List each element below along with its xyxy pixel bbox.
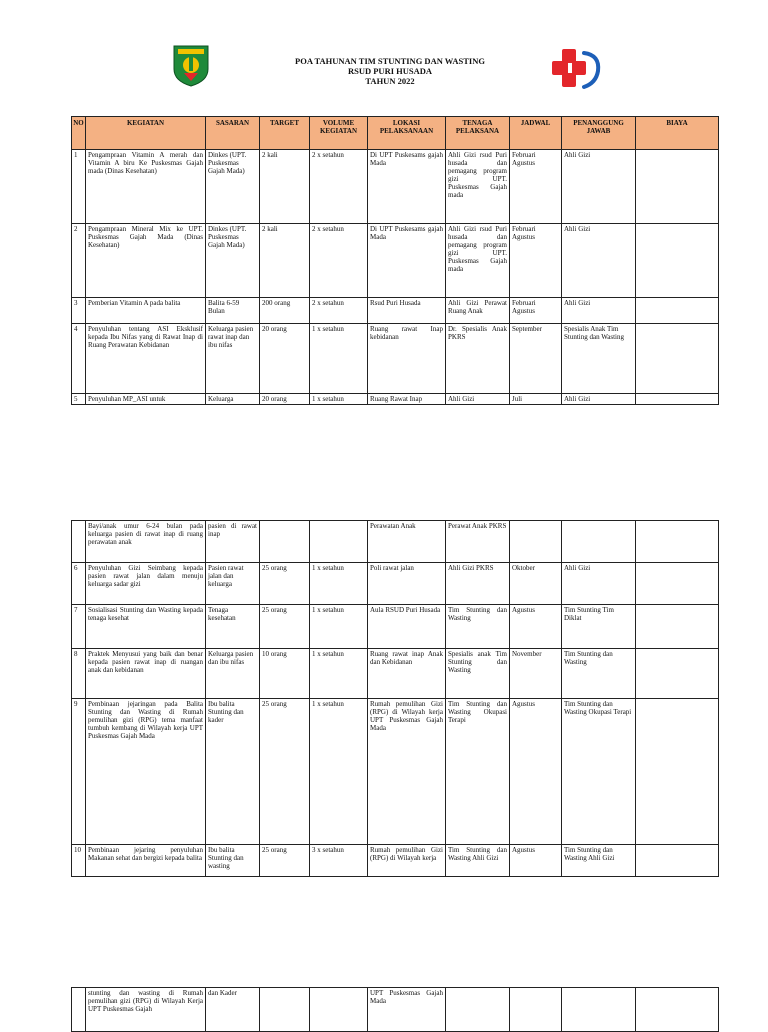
- cell-jadwal: Oktober: [510, 563, 562, 605]
- col-header-jadwal: JADWAL: [510, 117, 562, 150]
- regional-emblem-logo: [172, 43, 210, 87]
- cell-jadwal: September: [510, 324, 562, 394]
- cell-sasaran: Keluarga: [206, 394, 260, 405]
- cell-kegiatan: Penyuluhan tentang ASI Eksklusif kepada Ibu Nifas yang di Rawat Inap di Ruang Perawatan Kebidanan: [86, 324, 206, 394]
- poa-table-page-1: [71, 116, 719, 405]
- cell-pj: Ahli Gizi: [562, 563, 636, 605]
- cell-jadwal: Agustus: [510, 845, 562, 877]
- col-header-pj: PENANGGUNG JAWAB: [562, 117, 636, 150]
- cell-tenaga: Tim Stunting dan Wasting Ahli Gizi: [446, 845, 510, 877]
- title-line-3: TAHUN 2022: [365, 76, 415, 86]
- cell-no: [72, 521, 86, 563]
- cell-biaya: [636, 394, 719, 405]
- cell-tenaga: Dr. Spesialis Anak PKRS: [446, 324, 510, 394]
- cell-kegiatan: Pengampraan Mineral Mix ke UPT. Puskesmas Gajah Mada (Dinas Kesehatan): [86, 224, 206, 298]
- cell-volume: 1 x setahun: [310, 699, 368, 845]
- cell-no: 9: [72, 699, 86, 845]
- cell-target: 20 orang: [260, 394, 310, 405]
- cell-target: 2 kali: [260, 150, 310, 224]
- cell-kegiatan: Sosialisasi Stunting dan Wasting kepada tenaga kesehat: [86, 605, 206, 649]
- cell-biaya: [636, 324, 719, 394]
- cell-jadwal: Februari Agustus: [510, 224, 562, 298]
- cell-target: 200 orang: [260, 298, 310, 324]
- cell-volume: 1 x setahun: [310, 605, 368, 649]
- cell-jadwal: [510, 988, 562, 1032]
- cell-biaya: [636, 845, 719, 877]
- table-row: [72, 988, 719, 1032]
- cell-no: 4: [72, 324, 86, 394]
- cell-kegiatan: Bayi/anak umur 6-24 bulan pada keluarga pasien di rawat inap di ruang perawatan anak: [86, 521, 206, 563]
- table-row: [72, 324, 719, 394]
- cell-target: 25 orang: [260, 699, 310, 845]
- cell-tenaga: Ahli Gizi rsud Puri husada dan pemagang program gizi UPT. Puskesmas Gajah mada: [446, 150, 510, 224]
- cell-target: [260, 521, 310, 563]
- cell-sasaran: Keluarga pasien dan ibu nifas: [206, 649, 260, 699]
- document-header: [0, 0, 768, 110]
- cell-jadwal: Agustus: [510, 699, 562, 845]
- cell-no: [72, 988, 86, 1032]
- cell-tenaga: Perawat Anak PKRS: [446, 521, 510, 563]
- cell-tenaga: [446, 988, 510, 1032]
- cell-target: [260, 988, 310, 1032]
- cell-biaya: [636, 699, 719, 845]
- cell-lokasi: Perawatan Anak: [368, 521, 446, 563]
- cell-sasaran: dan Kader: [206, 988, 260, 1032]
- cell-jadwal: Februari Agustus: [510, 150, 562, 224]
- cell-sasaran: Tenaga kesehatan: [206, 605, 260, 649]
- cell-tenaga: Ahli Gizi: [446, 394, 510, 405]
- cell-pj: Ahli Gizi: [562, 150, 636, 224]
- cell-sasaran: Pasien rawat jalan dan keluarga: [206, 563, 260, 605]
- cell-target: 2 kali: [260, 224, 310, 298]
- table-row: [72, 150, 719, 224]
- cell-no: 8: [72, 649, 86, 699]
- cell-sasaran: Ibu balita Stunting dan kader: [206, 699, 260, 845]
- cell-target: 25 orang: [260, 845, 310, 877]
- cell-tenaga: Ahli Gizi PKRS: [446, 563, 510, 605]
- cell-biaya: [636, 150, 719, 224]
- cell-jadwal: [510, 521, 562, 563]
- cell-kegiatan: Pembinaan jejaringan pada Balita Stunting dan Wasting di Rumah pemulihan gizi (RPG) tema manfaat tumbuh kembang di Wilayah kerja UPT Puskesmas Gajah Mada: [86, 699, 206, 845]
- col-header-target: TARGET: [260, 117, 310, 150]
- title-line-2: RSUD PURI HUSADA: [347, 66, 433, 76]
- cell-pj: Tim Stunting Tim Diklat: [562, 605, 636, 649]
- cell-volume: 3 x setahun: [310, 845, 368, 877]
- cell-jadwal: Juli: [510, 394, 562, 405]
- cell-jadwal: November: [510, 649, 562, 699]
- cell-pj: Tim Stunting dan Wasting Ahli Gizi: [562, 845, 636, 877]
- col-header-volume: VOLUME KEGIATAN: [310, 117, 368, 150]
- cell-kegiatan: Pemberian Vitamin A pada balita: [86, 298, 206, 324]
- cell-jadwal: Februari Agustus: [510, 298, 562, 324]
- cell-sasaran: Dinkes (UPT. Puskesmas Gajah Mada): [206, 150, 260, 224]
- cell-no: 10: [72, 845, 86, 877]
- poa-table-page-2: [71, 520, 719, 877]
- cell-sasaran: Ibu balita Stunting dan wasting: [206, 845, 260, 877]
- cell-lokasi: Rumah pemulihan Gizi (RPG) di Wilayah kerja UPT Puskesmas Gajah Mada: [368, 699, 446, 845]
- cell-no: 2: [72, 224, 86, 298]
- table-row: [72, 521, 719, 563]
- cell-tenaga: Tim Stunting dan Wasting Okupasi Terapi: [446, 699, 510, 845]
- cell-volume: 1 x setahun: [310, 324, 368, 394]
- table-row: [72, 649, 719, 699]
- table-row: [72, 605, 719, 649]
- cell-pj: Tim Stunting dan Wasting: [562, 649, 636, 699]
- table-row: [72, 224, 719, 298]
- cell-biaya: [636, 605, 719, 649]
- cell-tenaga: Ahli Gizi rsud Puri husada dan pemagang program gizi UPT. Puskesmas Gajah mada: [446, 224, 510, 298]
- cell-sasaran: Dinkes (UPT. Puskesmas Gajah Mada): [206, 224, 260, 298]
- cell-volume: 1 x setahun: [310, 563, 368, 605]
- col-header-kegiatan: KEGIATAN: [86, 117, 206, 150]
- cell-tenaga: Spesialis anak Tim Stunting dan Wasting: [446, 649, 510, 699]
- cell-pj: Ahli Gizi: [562, 224, 636, 298]
- cell-volume: [310, 988, 368, 1032]
- table-row: [72, 563, 719, 605]
- cell-lokasi: Di UPT Puskesams gajah Mada: [368, 150, 446, 224]
- cell-lokasi: UPT Puskesmas Gajah Mada: [368, 988, 446, 1032]
- col-header-biaya: BIAYA: [636, 117, 719, 150]
- cell-lokasi: Poli rawat jalan: [368, 563, 446, 605]
- cell-tenaga: Tim Stunting dan Wasting: [446, 605, 510, 649]
- poa-table-page-3: [71, 987, 719, 1032]
- cell-biaya: [636, 224, 719, 298]
- cell-kegiatan: Penyuluhan MP_ASI untuk: [86, 394, 206, 405]
- cell-target: 10 orang: [260, 649, 310, 699]
- cell-no: 7: [72, 605, 86, 649]
- cell-volume: 1 x setahun: [310, 394, 368, 405]
- cell-no: 1: [72, 150, 86, 224]
- col-header-lokasi: LOKASI PELAKSANAAN: [368, 117, 446, 150]
- cell-biaya: [636, 649, 719, 699]
- title-line-1: POA TAHUNAN TIM STUNTING DAN WASTING: [295, 56, 485, 66]
- cell-lokasi: Rumah pemulihan Gizi (RPG) di Wilayah kerja: [368, 845, 446, 877]
- cell-sasaran: pasien di rawat inap: [206, 521, 260, 563]
- cell-volume: 1 x setahun: [310, 649, 368, 699]
- cell-pj: Ahli Gizi: [562, 298, 636, 324]
- cell-biaya: [636, 563, 719, 605]
- cell-biaya: [636, 298, 719, 324]
- cell-volume: [310, 521, 368, 563]
- cell-biaya: [636, 521, 719, 563]
- cell-kegiatan: Pengampraan Vitamin A merah dan Vitamin A biru Ke Puskesmas Gajah mada (Dinas Kesehatan): [86, 150, 206, 224]
- cell-sasaran: Balita 6-59 Bulan: [206, 298, 260, 324]
- cell-biaya: [636, 988, 719, 1032]
- cell-kegiatan: Pembinaan jejaring penyuluhan Makanan sehat dan bergizi kepada balita: [86, 845, 206, 877]
- table-row: [72, 298, 719, 324]
- cell-lokasi: Ruang Rawat Inap: [368, 394, 446, 405]
- cell-no: 6: [72, 563, 86, 605]
- cell-tenaga: Ahli Gizi Perawat Ruang Anak: [446, 298, 510, 324]
- cell-kegiatan: Penyuluhan Gizi Seimbang kepada pasien rawat jalan dalam menuju keluarga sadar gizi: [86, 563, 206, 605]
- cell-jadwal: Agustus: [510, 605, 562, 649]
- cell-kegiatan: Praktek Menyusui yang baik dan benar kepada pasien rawat inap di ruangan anak dan kebidanan: [86, 649, 206, 699]
- cell-target: 20 orang: [260, 324, 310, 394]
- table-header-row: [72, 117, 719, 150]
- col-header-no: NO: [72, 117, 86, 150]
- cell-lokasi: Ruang rawat inap Anak dan Kebidanan: [368, 649, 446, 699]
- cell-lokasi: Di UPT Puskesams gajah Mada: [368, 224, 446, 298]
- cell-pj: Ahli Gizi: [562, 394, 636, 405]
- cell-pj: [562, 988, 636, 1032]
- cell-lokasi: Aula RSUD Puri Husada: [368, 605, 446, 649]
- cell-no: 3: [72, 298, 86, 324]
- cell-kegiatan: stunting dan wasting di Rumah pemulihan gizi (RPG) di Wilayah Kerja UPT Puskesmas Gajah: [86, 988, 206, 1032]
- cell-target: 25 orang: [260, 563, 310, 605]
- cell-lokasi: Ruang rawat Inap kebidanan: [368, 324, 446, 394]
- cell-lokasi: Rsud Puri Husada: [368, 298, 446, 324]
- cell-sasaran: Keluarga pasien rawat inap dan ibu nifas: [206, 324, 260, 394]
- cell-volume: 2 x setahun: [310, 224, 368, 298]
- cell-volume: 2 x setahun: [310, 298, 368, 324]
- health-cross-logo: [548, 45, 604, 91]
- col-header-sasaran: SASARAN: [206, 117, 260, 150]
- cell-pj: Tim Stunting dan Wasting Okupasi Terapi: [562, 699, 636, 845]
- cell-pj: Spesialis Anak Tim Stunting dan Wasting: [562, 324, 636, 394]
- table-row: [72, 845, 719, 877]
- table-row: [72, 699, 719, 845]
- cell-no: 5: [72, 394, 86, 405]
- cell-volume: 2 x setahun: [310, 150, 368, 224]
- table-row: [72, 394, 719, 405]
- cell-target: 25 orang: [260, 605, 310, 649]
- col-header-tenaga: TENAGA PELAKSANA: [446, 117, 510, 150]
- cell-pj: [562, 521, 636, 563]
